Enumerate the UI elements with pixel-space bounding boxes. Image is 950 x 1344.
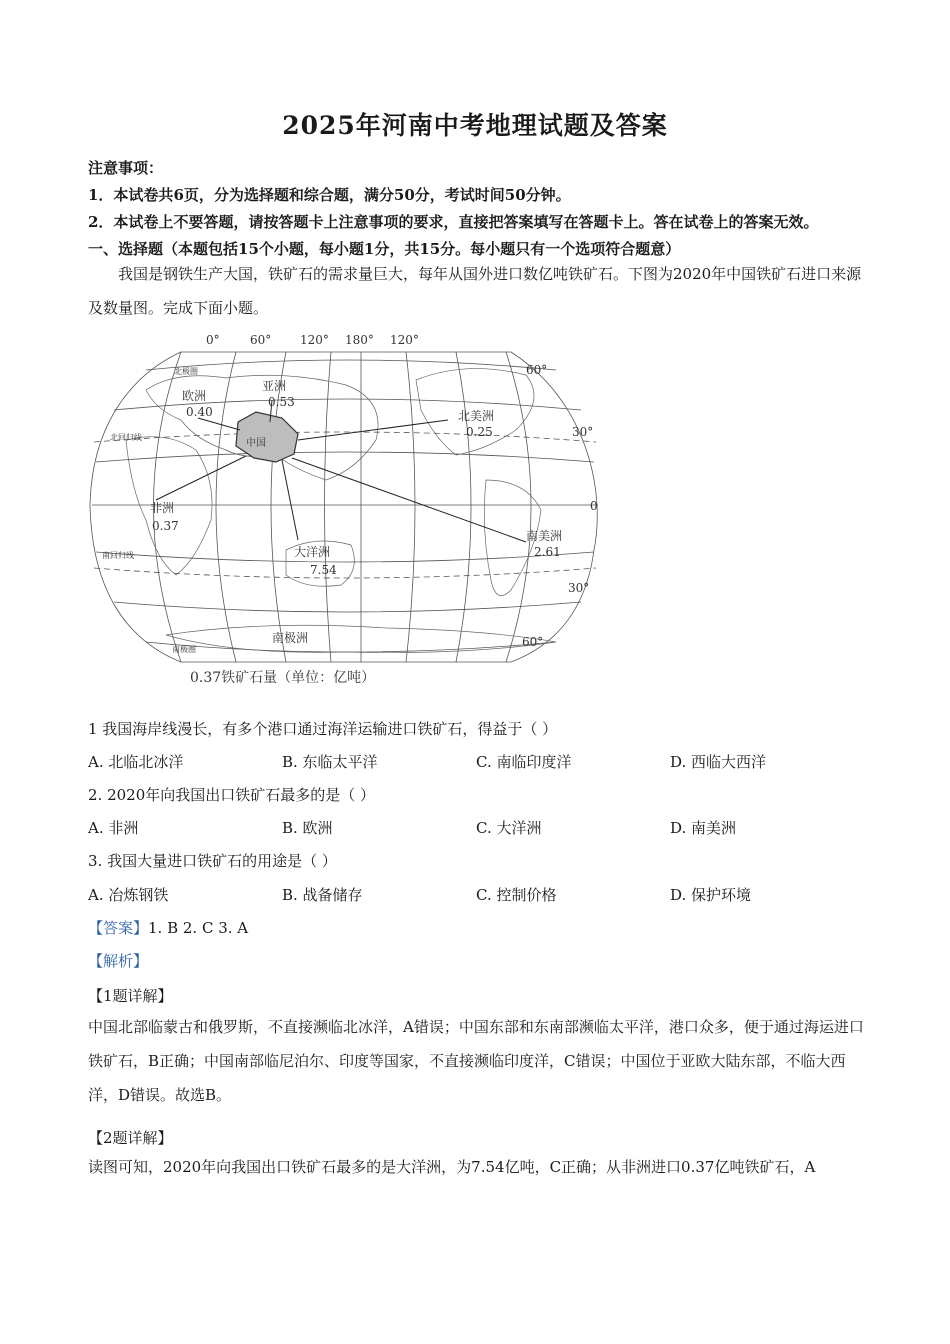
source-value: 0.53	[268, 395, 295, 409]
analysis-tag: 【解析】	[88, 952, 149, 970]
source-name: 欧洲	[182, 389, 207, 403]
antarctic-circle-label: 南极圈	[172, 645, 196, 654]
parallel	[96, 452, 594, 462]
meridian	[456, 352, 471, 662]
notes-heading: 注意事项：	[88, 159, 164, 177]
world-map	[86, 330, 606, 690]
note-2: 2．本试卷上不要答题，请按答题卡上注意事项的要求，直接把答案填写在答题卡上。答在试卷上的答案无效。	[88, 213, 819, 231]
source-value: 0.37	[152, 519, 179, 533]
intro-paragraph: 我国是钢铁生产大国，铁矿石的需求量巨大，每年从国外进口数亿吨铁矿石。下图为2020年中国铁矿石进口来源及数量图。完成下面小题。	[88, 265, 862, 317]
arrow-north-america	[298, 420, 448, 440]
antarctica-label: 南极洲	[272, 631, 309, 645]
source-value: 0.25	[466, 425, 493, 439]
answer-line	[88, 917, 248, 938]
source-value: 2.61	[534, 545, 561, 559]
parallel	[114, 602, 581, 612]
source-value: 7.54	[310, 563, 337, 577]
china-region	[236, 412, 298, 462]
source-name: 大洋洲	[294, 545, 331, 559]
meridian	[506, 352, 531, 662]
option: D. 保护环境	[670, 886, 752, 904]
option: A. 北临北冰洋	[88, 753, 184, 771]
map-legend: 0.37铁矿石量（单位：亿吨）	[190, 670, 376, 686]
option: C. 大洋洲	[476, 819, 542, 837]
option: B. 东临太平洋	[282, 753, 378, 771]
parallel	[146, 360, 556, 370]
option: D. 西临大西洋	[670, 753, 767, 771]
source-value: 0.40	[186, 405, 213, 419]
meridian	[216, 352, 236, 662]
lat-label: 30°	[568, 581, 590, 595]
option: B. 战备储存	[282, 886, 363, 904]
option: A. 非洲	[88, 819, 139, 837]
lon-label: 120°	[300, 333, 329, 347]
lat-label: 60°	[522, 635, 544, 649]
parallel	[96, 552, 594, 562]
meridian	[406, 352, 415, 662]
source-name: 南美洲	[526, 529, 563, 543]
lon-label: 60°	[250, 333, 272, 347]
option: C. 控制价格	[476, 886, 557, 904]
option: C. 南临印度洋	[476, 753, 572, 771]
detail-2-text: 读图可知，2020年向我国出口铁矿石最多的是大洋洲，为7.54亿吨，C正确；从非洲进口0.37亿吨铁矿石，A	[88, 1158, 816, 1176]
answer-tag: 【答案】	[88, 919, 149, 937]
tropic-capricorn-label: 南回归线	[102, 551, 134, 560]
meridian	[325, 352, 332, 662]
page-title: 2025年河南中考地理试题及答案	[282, 111, 668, 140]
question-2-stem: 2. 2020年向我国出口铁矿石最多的是（ ）	[88, 786, 376, 804]
parallel	[146, 642, 556, 652]
iron-ore-import-map	[86, 330, 606, 690]
lat-label: 30°	[572, 425, 594, 439]
lat-label: 0	[590, 499, 598, 513]
arrow-south-america	[292, 458, 526, 542]
lon-label: 180°	[345, 333, 374, 347]
option: A. 冶炼钢铁	[88, 886, 169, 904]
section-heading: 一、选择题（本题包括15个小题，每小题1分，共15分。每小题只有一个选项符合题意）	[88, 240, 681, 258]
question-3-stem: 3. 我国大量进口铁矿石的用途是（ ）	[88, 852, 337, 870]
detail-2-tag: 【2题详解】	[88, 1129, 173, 1147]
arrow-europe	[198, 418, 240, 430]
question-1-stem: 1 我国海岸线漫长，有多个港口通过海洋运输进口铁矿石，得益于（ ）	[88, 720, 558, 738]
source-name: 亚洲	[262, 379, 287, 393]
source-name: 非洲	[150, 501, 175, 515]
answer-text: 1. B 2. C 3. A	[148, 919, 249, 937]
detail-1-text: 中国北部临蒙古和俄罗斯，不直接濒临北冰洋，A错误；中国东部和东南部濒临太平洋，港口众多，便于通过海运进口铁矿石，B正确；中国南部临尼泊尔、印度等国家，不直接濒临印度洋，C错误；中国位于亚欧大陆东部，不临大西洋，D错误。故选B。	[88, 1018, 864, 1104]
detail-1-tag: 【1题详解】	[88, 987, 173, 1005]
note-1: 1．本试卷共6页，分为选择题和综合题，满分50分，考试时间50分钟。	[88, 186, 571, 204]
source-name: 北美洲	[458, 409, 495, 423]
arrow-africa	[156, 456, 246, 500]
option: B. 欧洲	[282, 819, 333, 837]
arrow-oceania	[282, 460, 298, 540]
lat-label: 60°	[526, 363, 548, 377]
china-label: 中国	[246, 438, 266, 449]
lon-label: 120°	[390, 333, 419, 347]
arctic-circle-label: 北极圈	[174, 367, 198, 376]
lon-label: 0°	[206, 333, 220, 347]
tropic-cancer-label: 北回归线	[110, 433, 142, 442]
option: D. 南美洲	[670, 819, 737, 837]
